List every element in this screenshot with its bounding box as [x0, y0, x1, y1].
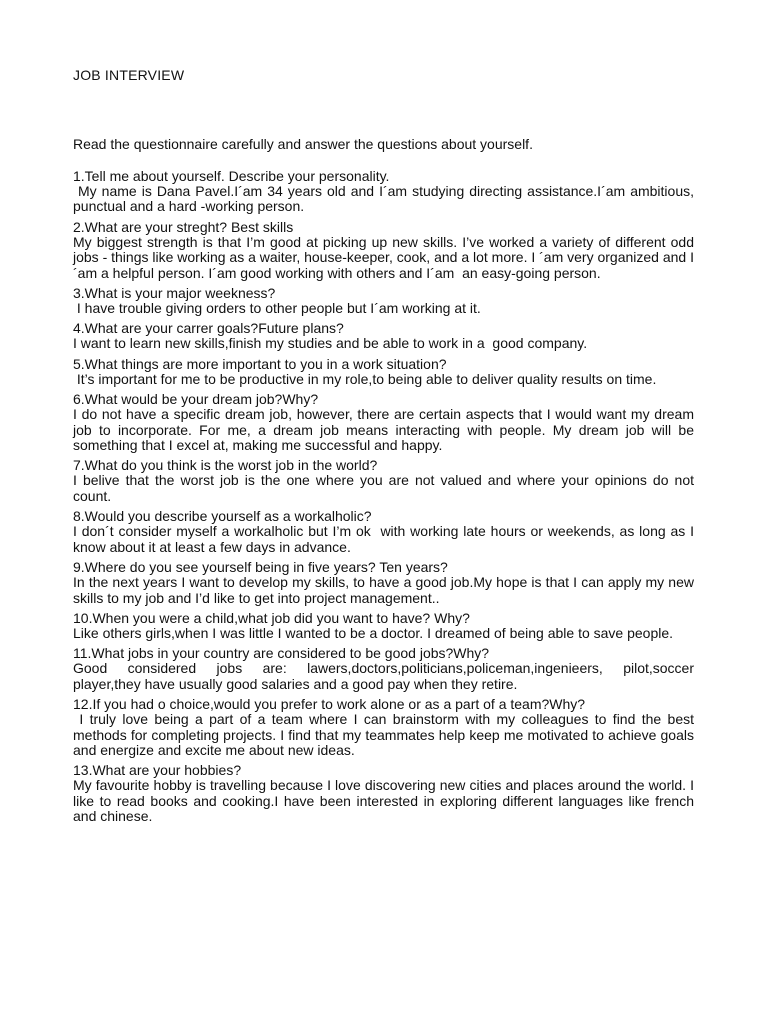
question-text: 4.What are your carrer goals?Future plans?	[73, 320, 344, 337]
question-text: 5.What things are more important to you in a work situation?	[73, 355, 447, 372]
qa-item	[73, 391, 698, 454]
question-text: 11.What jobs in your country are considered to be good jobs?Why?	[73, 645, 490, 662]
qa-item	[73, 218, 698, 281]
qa-item	[73, 285, 694, 316]
qa-item	[73, 645, 698, 692]
question-text: 2.What are your streght? Best skills	[73, 218, 294, 235]
answer-text: I truly love being a part of a team where I can brainstorm with my colleagues to find the best methods for completing projects. I find that my teammates help keep me motivated to achieve goals and energize and excite me about new ideas.	[73, 711, 698, 758]
question-text: 9.Where do you see yourself being in five years? Ten years?	[73, 559, 448, 576]
qa-item	[73, 356, 694, 387]
answer-text: I have trouble giving orders to other people but I´am working at it.	[73, 300, 481, 317]
qa-item	[73, 610, 694, 641]
answer-text: My name is Dana Pavel.I´am 34 years old and I´am studying directing assistance.I´am ambitious, punctual and a hard -working person.	[73, 183, 698, 215]
answer-text: Good considered jobs are: lawers,doctors,politicians,policeman,ingenieers, pilot,soccer player,they have usually good salaries and a good pay when they retire.	[73, 660, 698, 692]
page-title: JOB INTERVIEW	[73, 67, 185, 83]
question-text: 13.What are your hobbies?	[73, 762, 242, 779]
answer-text: In the next years I want to develop my skills, to have a good job.My hope is that I can apply my new skills to my job and I’d like to get into project management..	[73, 574, 698, 606]
answer-text: It’s important for me to be productive in my role,to being able to deliver quality results on time.	[73, 370, 657, 387]
question-text: 3.What is your major weekness?	[73, 285, 276, 302]
qa-item	[73, 559, 698, 606]
qa-item	[73, 696, 698, 758]
qa-item	[73, 320, 694, 351]
question-text: 7.What do you think is the worst job in the world?	[73, 457, 378, 474]
question-text: 6.What would be your dream job?Why?	[73, 391, 319, 408]
answer-text: I don´t consider myself a workalholic but I’m ok with working late hours or weekends, as long as I know about it at least a few days in advance.	[73, 523, 702, 555]
answer-text: Like others girls,when I was little I wanted to be a doctor. I dreamed of being able to save people.	[73, 624, 674, 641]
question-text: 10.When you were a child,what job did you want to have? Why?	[73, 609, 470, 626]
qa-item	[73, 762, 698, 825]
answer-text: I belive that the worst job is the one where you are not valued and where your opinions do not count.	[73, 472, 698, 504]
question-answer-list	[73, 168, 702, 829]
question-text: 1.Tell me about yourself. Describe your personality.	[73, 168, 390, 184]
answer-text: My favourite hobby is travelling because I love discovering new cities and places around the world. I like to read books and cooking.I have been interested in exploring different languages like french and chinese.	[73, 777, 698, 825]
qa-item	[73, 457, 698, 504]
question-text: 8.Would you describe yourself as a workalholic?	[73, 508, 372, 525]
answer-text: I do not have a specific dream job, however, there are certain aspects that I would want my dream job to incorporate. For me, a dream job means interacting with people. My dream job will be something that I excel at, making me successful and happy.	[73, 406, 698, 454]
answer-text: My biggest strength is that I’m good at picking up new skills. I’ve worked a variety of different odd jobs - things like working as a waiter, house-keeper, cook, and a lot more. I ´am very organized and I´am a helpful person. I´am good working with others and I´am an easy-going person.	[73, 233, 698, 281]
answer-text: I want to learn new skills,finish my studies and be able to work in a good company.	[73, 335, 588, 352]
qa-item	[73, 508, 702, 555]
intro-instructions: Read the questionnaire carefully and answer the questions about yourself.	[73, 136, 533, 152]
qa-item	[73, 168, 698, 215]
question-text: 12.If you had o choice,would you prefer to work alone or as a part of a team?Why?	[73, 696, 586, 713]
